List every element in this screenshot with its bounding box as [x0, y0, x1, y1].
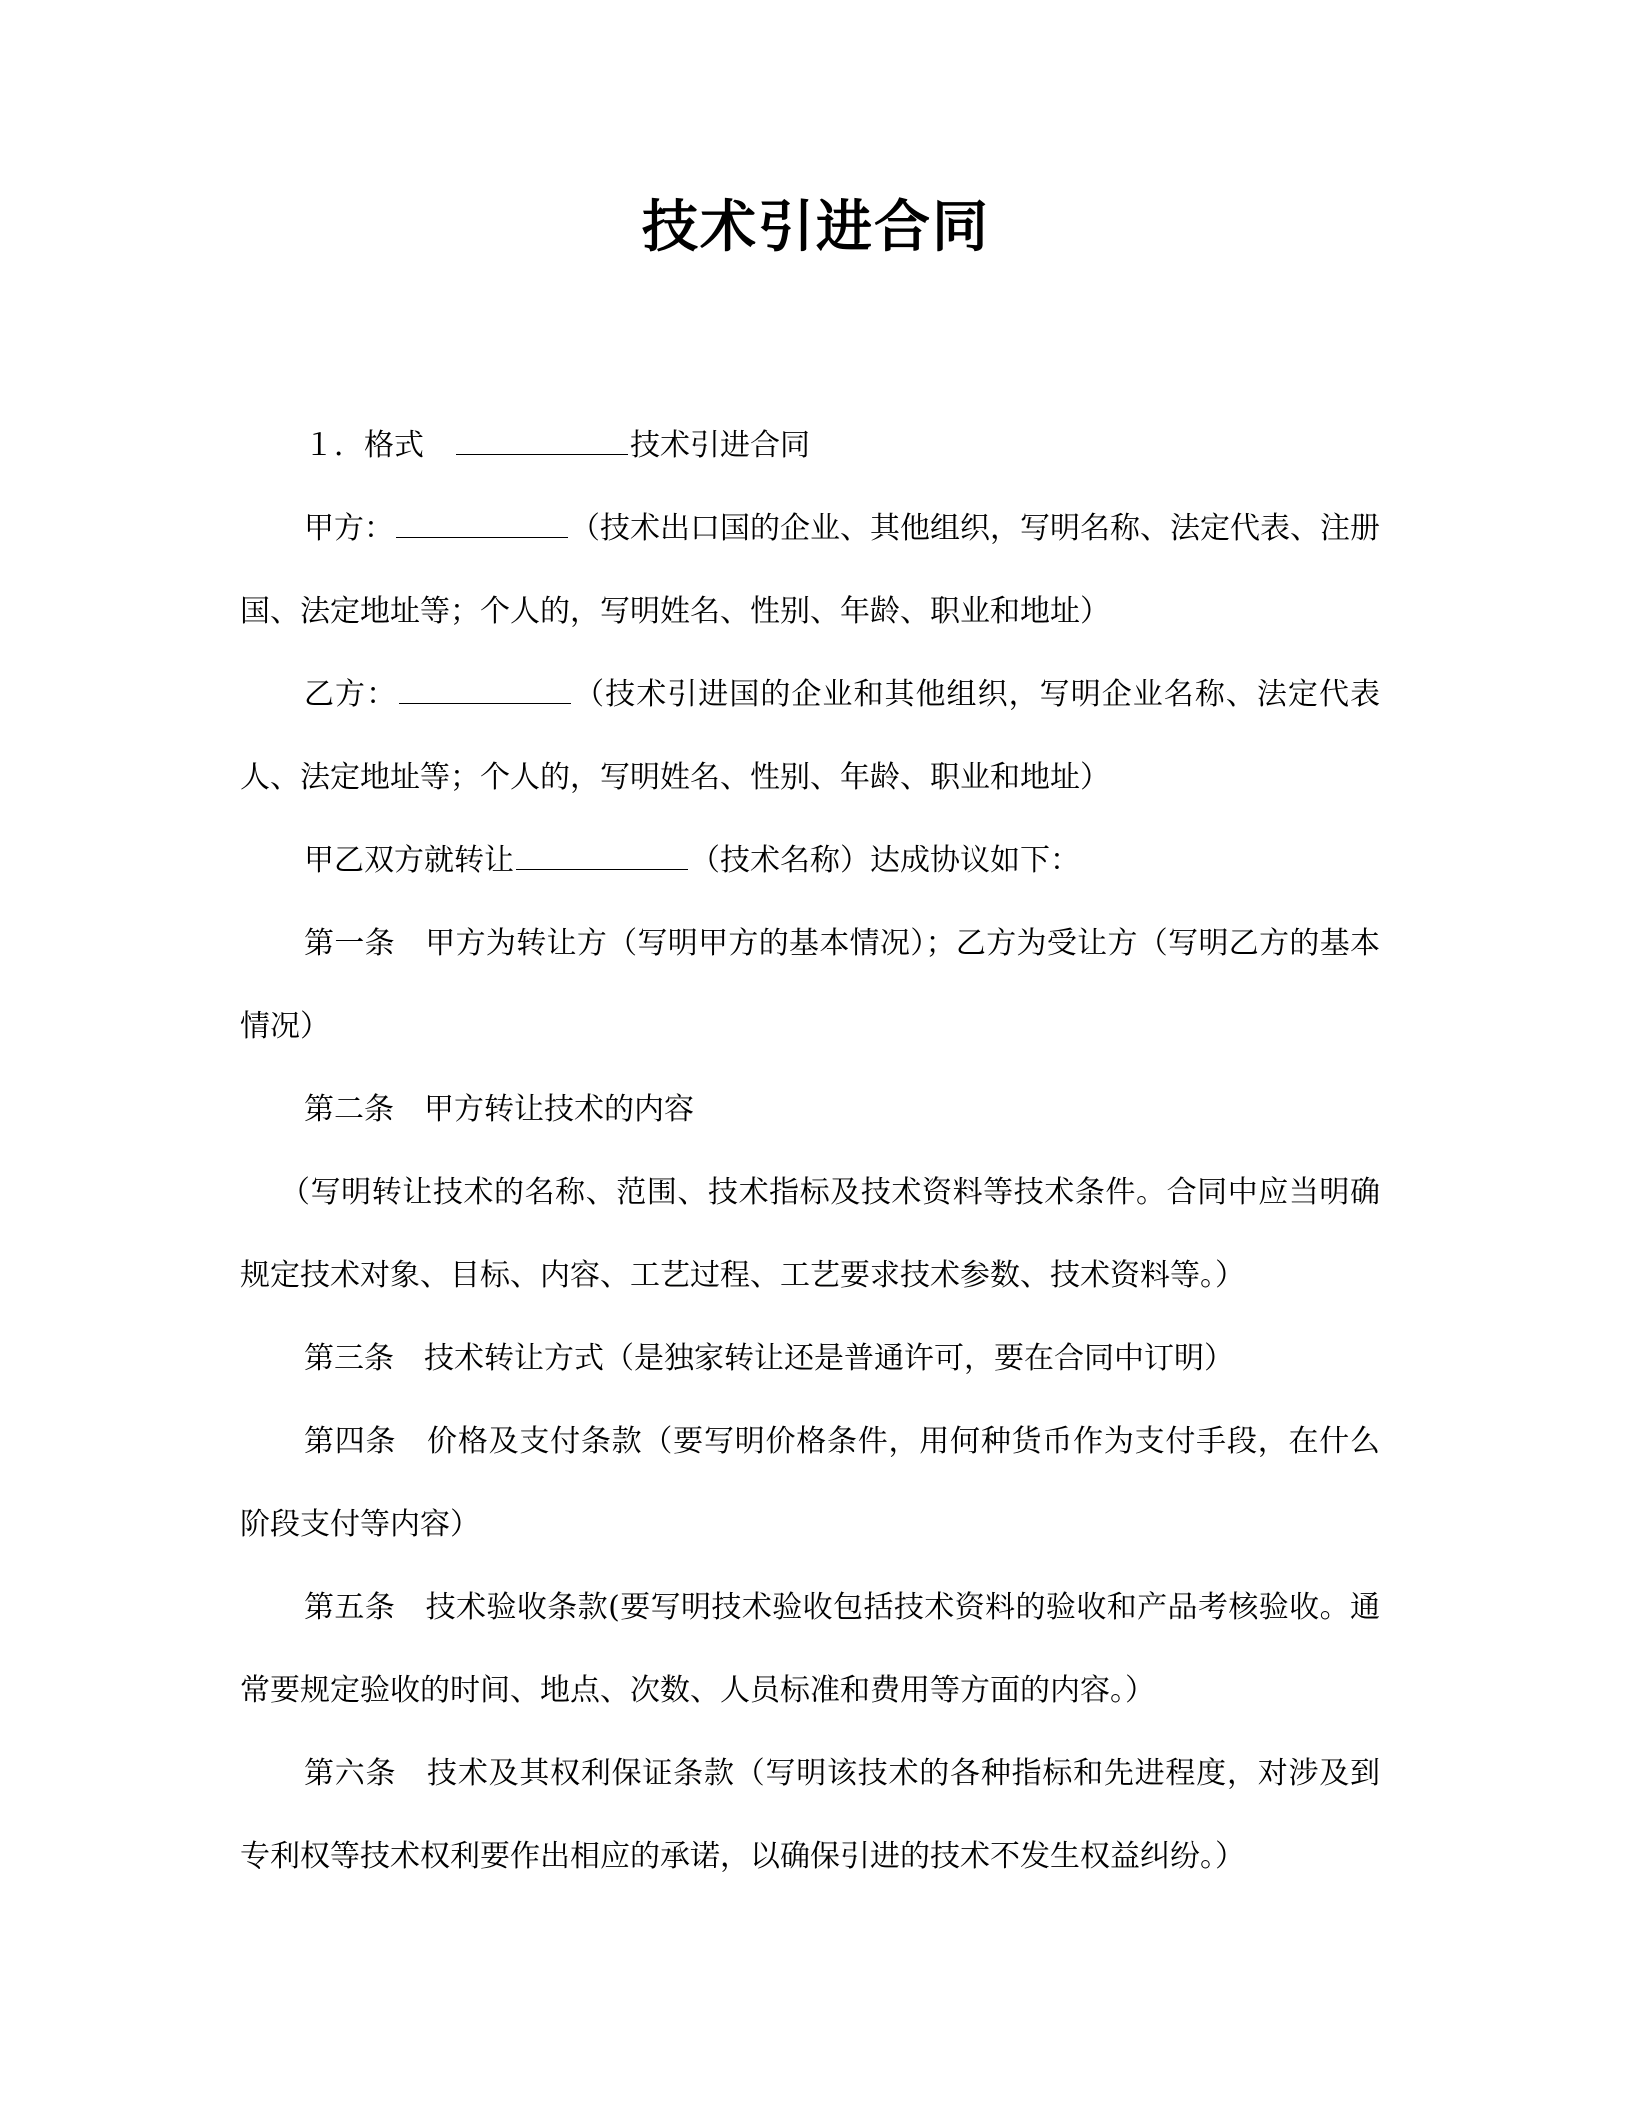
party-b-blank — [399, 673, 571, 704]
article-5 — [240, 1566, 1380, 1732]
agreement-prefix: 甲乙双方就转让 — [304, 843, 514, 878]
party-b-paragraph — [240, 653, 1380, 819]
format-label: １．格式 — [304, 428, 424, 463]
agreement-suffix: （技术名称）达成协议如下： — [690, 843, 1080, 878]
agreement-paragraph — [240, 819, 1380, 902]
article-text: 技术及其权利保证条款（写明该技术的各种指标和先进程度，对涉及到专利权等技术权利要作出相应的承诺，以确保引进的技术不发生权益纠纷。） — [240, 1756, 1381, 1874]
party-a-paragraph — [240, 487, 1380, 653]
party-a-blank — [396, 507, 568, 538]
article-2-detail — [240, 1151, 1380, 1317]
article-2 — [240, 1068, 1380, 1151]
document-title: 技术引进合同 — [642, 195, 990, 260]
party-a-text: （技术出口国的企业、其他组织，写明名称、法定代表、注册国、法定地址等；个人的，写明姓名、性别、年龄、职业和地址） — [240, 511, 1380, 629]
article-1 — [240, 902, 1380, 1068]
article-4 — [240, 1400, 1380, 1566]
article-text: （写明转让技术的名称、范围、技术指标及技术资料等技术条件。合同中应当明确规定技术对象、目标、内容、工艺过程、工艺要求技术参数、技术资料等。） — [240, 1175, 1380, 1293]
article-label: 第三条 — [304, 1341, 394, 1376]
article-label: 第二条 — [304, 1092, 394, 1127]
technology-name-blank — [516, 839, 688, 870]
article-label: 第六条 — [304, 1756, 397, 1791]
article-text: 甲方转让技术的内容 — [424, 1092, 694, 1127]
document-body — [240, 404, 1380, 1898]
article-text: 价格及支付条款（要写明价格条件，用何种货币作为支付手段，在什么阶段支付等内容） — [240, 1424, 1381, 1542]
format-suffix: 技术引进合同 — [630, 428, 810, 463]
article-text: 甲方为转让方（写明甲方的基本情况）；乙方为受让方（写明乙方的基本情况） — [240, 926, 1381, 1044]
article-text: 技术转让方式（是独家转让还是普通许可，要在合同中订明） — [424, 1341, 1234, 1376]
article-label: 第五条 — [304, 1590, 396, 1625]
party-b-text: （技术引进国的企业和其他组织，写明企业名称、法定代表人、法定地址等；个人的，写明姓名、性别、年龄、职业和地址） — [240, 677, 1381, 795]
format-blank — [456, 424, 628, 455]
format-line — [240, 404, 1380, 487]
article-3 — [240, 1317, 1380, 1400]
article-label: 第四条 — [304, 1424, 397, 1459]
article-6 — [240, 1732, 1380, 1898]
party-b-label: 乙方： — [304, 677, 398, 712]
article-text: 技术验收条款(要写明技术验收包括技术资料的验收和产品考核验收。通常要规定验收的时间、地点、次数、人员标准和费用等方面的内容。） — [240, 1590, 1380, 1708]
article-label: 第一条 — [304, 926, 395, 961]
party-a-label: 甲方： — [304, 511, 394, 546]
